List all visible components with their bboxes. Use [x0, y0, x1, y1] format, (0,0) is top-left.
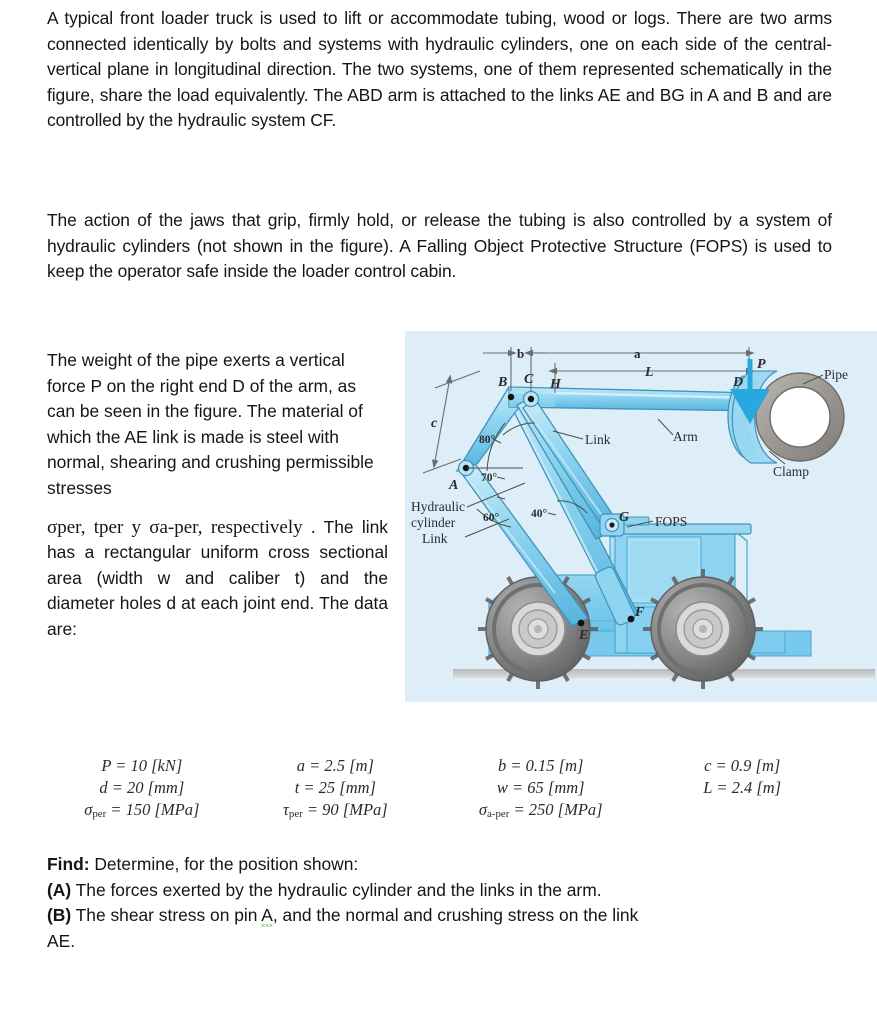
intro-paragraph-1: A typical front loader truck is used to lift or accommodate tubing, wood or logs. There are two arms connected identically by bolts and systems with hydraulic cylinders, one on each side of the central-vertical plane in longitudinal direction. The two systems, one of them represented schematically in the figure, share the load equivalently. The ABD arm is attached to the links AE and BG in A and B and are controlled by the hydraulic system CF.	[47, 8, 832, 131]
joint-label-c: C	[524, 372, 534, 387]
joint-label-f: F	[635, 605, 645, 620]
dim-label-c: c	[431, 416, 438, 431]
force-label-p: P	[757, 357, 766, 372]
data-cell: c = 0.9 [m]	[704, 756, 781, 775]
dim-label-b: b	[517, 346, 525, 361]
respectively-word: respectively .	[210, 516, 316, 538]
joint-label-h: H	[550, 377, 561, 392]
callout-hydraulic-1: Hydraulic	[411, 499, 465, 514]
front-loader-figure	[405, 331, 877, 702]
find-item-b-text-post: , and the normal and crushing stress on the link	[272, 905, 639, 926]
data-cell: d = 20 [mm]	[99, 778, 185, 797]
callout-clamp: Clamp	[773, 464, 809, 479]
data-cell	[647, 799, 837, 821]
find-item-b-label: (B)	[47, 905, 72, 926]
table-row	[47, 755, 837, 777]
given-data-table	[47, 755, 837, 821]
data-cell: $\sigma_{per} = 150$ [MPa]	[84, 800, 200, 821]
problem-statement-column	[47, 348, 388, 643]
callout-arm: Arm	[673, 429, 698, 444]
joint-label-b: B	[498, 375, 508, 390]
find-heading	[47, 852, 832, 878]
dim-label-a: a	[634, 346, 641, 361]
angle-label-80: 80°	[479, 434, 496, 446]
data-cell: a = 2.5 [m]	[296, 756, 374, 775]
callout-link-lower: Link	[422, 531, 448, 546]
callout-pipe: Pipe	[824, 367, 849, 382]
find-item-a	[47, 878, 832, 904]
angle-label-40: 40°	[531, 508, 548, 520]
data-cell: b = 0.15 [m]	[498, 756, 584, 775]
joint-label-g: G	[619, 510, 630, 525]
find-heading-rest: Determine, for the position shown:	[89, 854, 359, 874]
problem-paragraph-b	[47, 515, 388, 643]
joint-label-a: A	[449, 478, 459, 493]
dim-label-L: L	[645, 365, 654, 380]
find-section	[47, 852, 832, 954]
angle-label-70: 70°	[481, 472, 498, 484]
permissible-stress-symbols: σper, tper y σa-per,	[47, 516, 203, 538]
find-item-b-text-pre: The shear stress on pin	[71, 905, 262, 926]
pipe-object	[756, 373, 844, 461]
data-cell: w = 65 [mm]	[496, 778, 585, 797]
find-label: Find:	[47, 854, 90, 874]
intro-paragraph-2: The action of the jaws that grip, firmly hold, or release the tubing is also controlled by a system of hydraulic cylinders (not shown in the figure). A Falling Object Protective Structure (FOPS) is used to keep the operator safe inside the loader control cabin.	[47, 210, 832, 282]
data-cell: P = 10 [kN]	[101, 756, 183, 775]
callout-link-upper: Link	[585, 432, 611, 447]
figure-svg	[405, 331, 877, 702]
table-row	[47, 799, 837, 821]
find-item-b-pin: A	[261, 905, 273, 926]
data-table-body	[47, 755, 837, 821]
callout-hydraulic-2: cylinder	[411, 515, 456, 530]
problem-paragraph-b-rest: The link has a rectangular uniform cross sectional area (width w and caliber t) and the diameter holes d at each joint end. The data are:	[47, 516, 388, 639]
joint-label-e: E	[579, 628, 589, 643]
data-cell: $\tau_{per} = 90$ [MPa]	[282, 800, 388, 821]
data-cell: t = 25 [mm]	[294, 778, 376, 797]
find-item-b-line3: AE.	[47, 930, 76, 951]
data-cell: $\sigma_{a-per} = 250$ [MPa]	[478, 800, 603, 821]
data-cell: L = 2.4 [m]	[703, 778, 782, 797]
table-row	[47, 777, 837, 799]
find-item-a-label: (A)	[47, 879, 72, 900]
joint-label-d: D	[733, 375, 744, 390]
find-item-a-text: The forces exerted by the hydraulic cylinder and the links in the arm.	[71, 879, 602, 900]
problem-paragraph-a: The weight of the pipe exerts a vertical force P on the right end D of the arm, as can be seen in the figure. The material of which the AE link is made is steel with normal, shearing and crushing permissible stresses	[47, 350, 374, 498]
callout-fops: FOPS	[655, 514, 688, 529]
angle-label-60: 60°	[483, 512, 500, 524]
find-item-b	[47, 903, 832, 929]
